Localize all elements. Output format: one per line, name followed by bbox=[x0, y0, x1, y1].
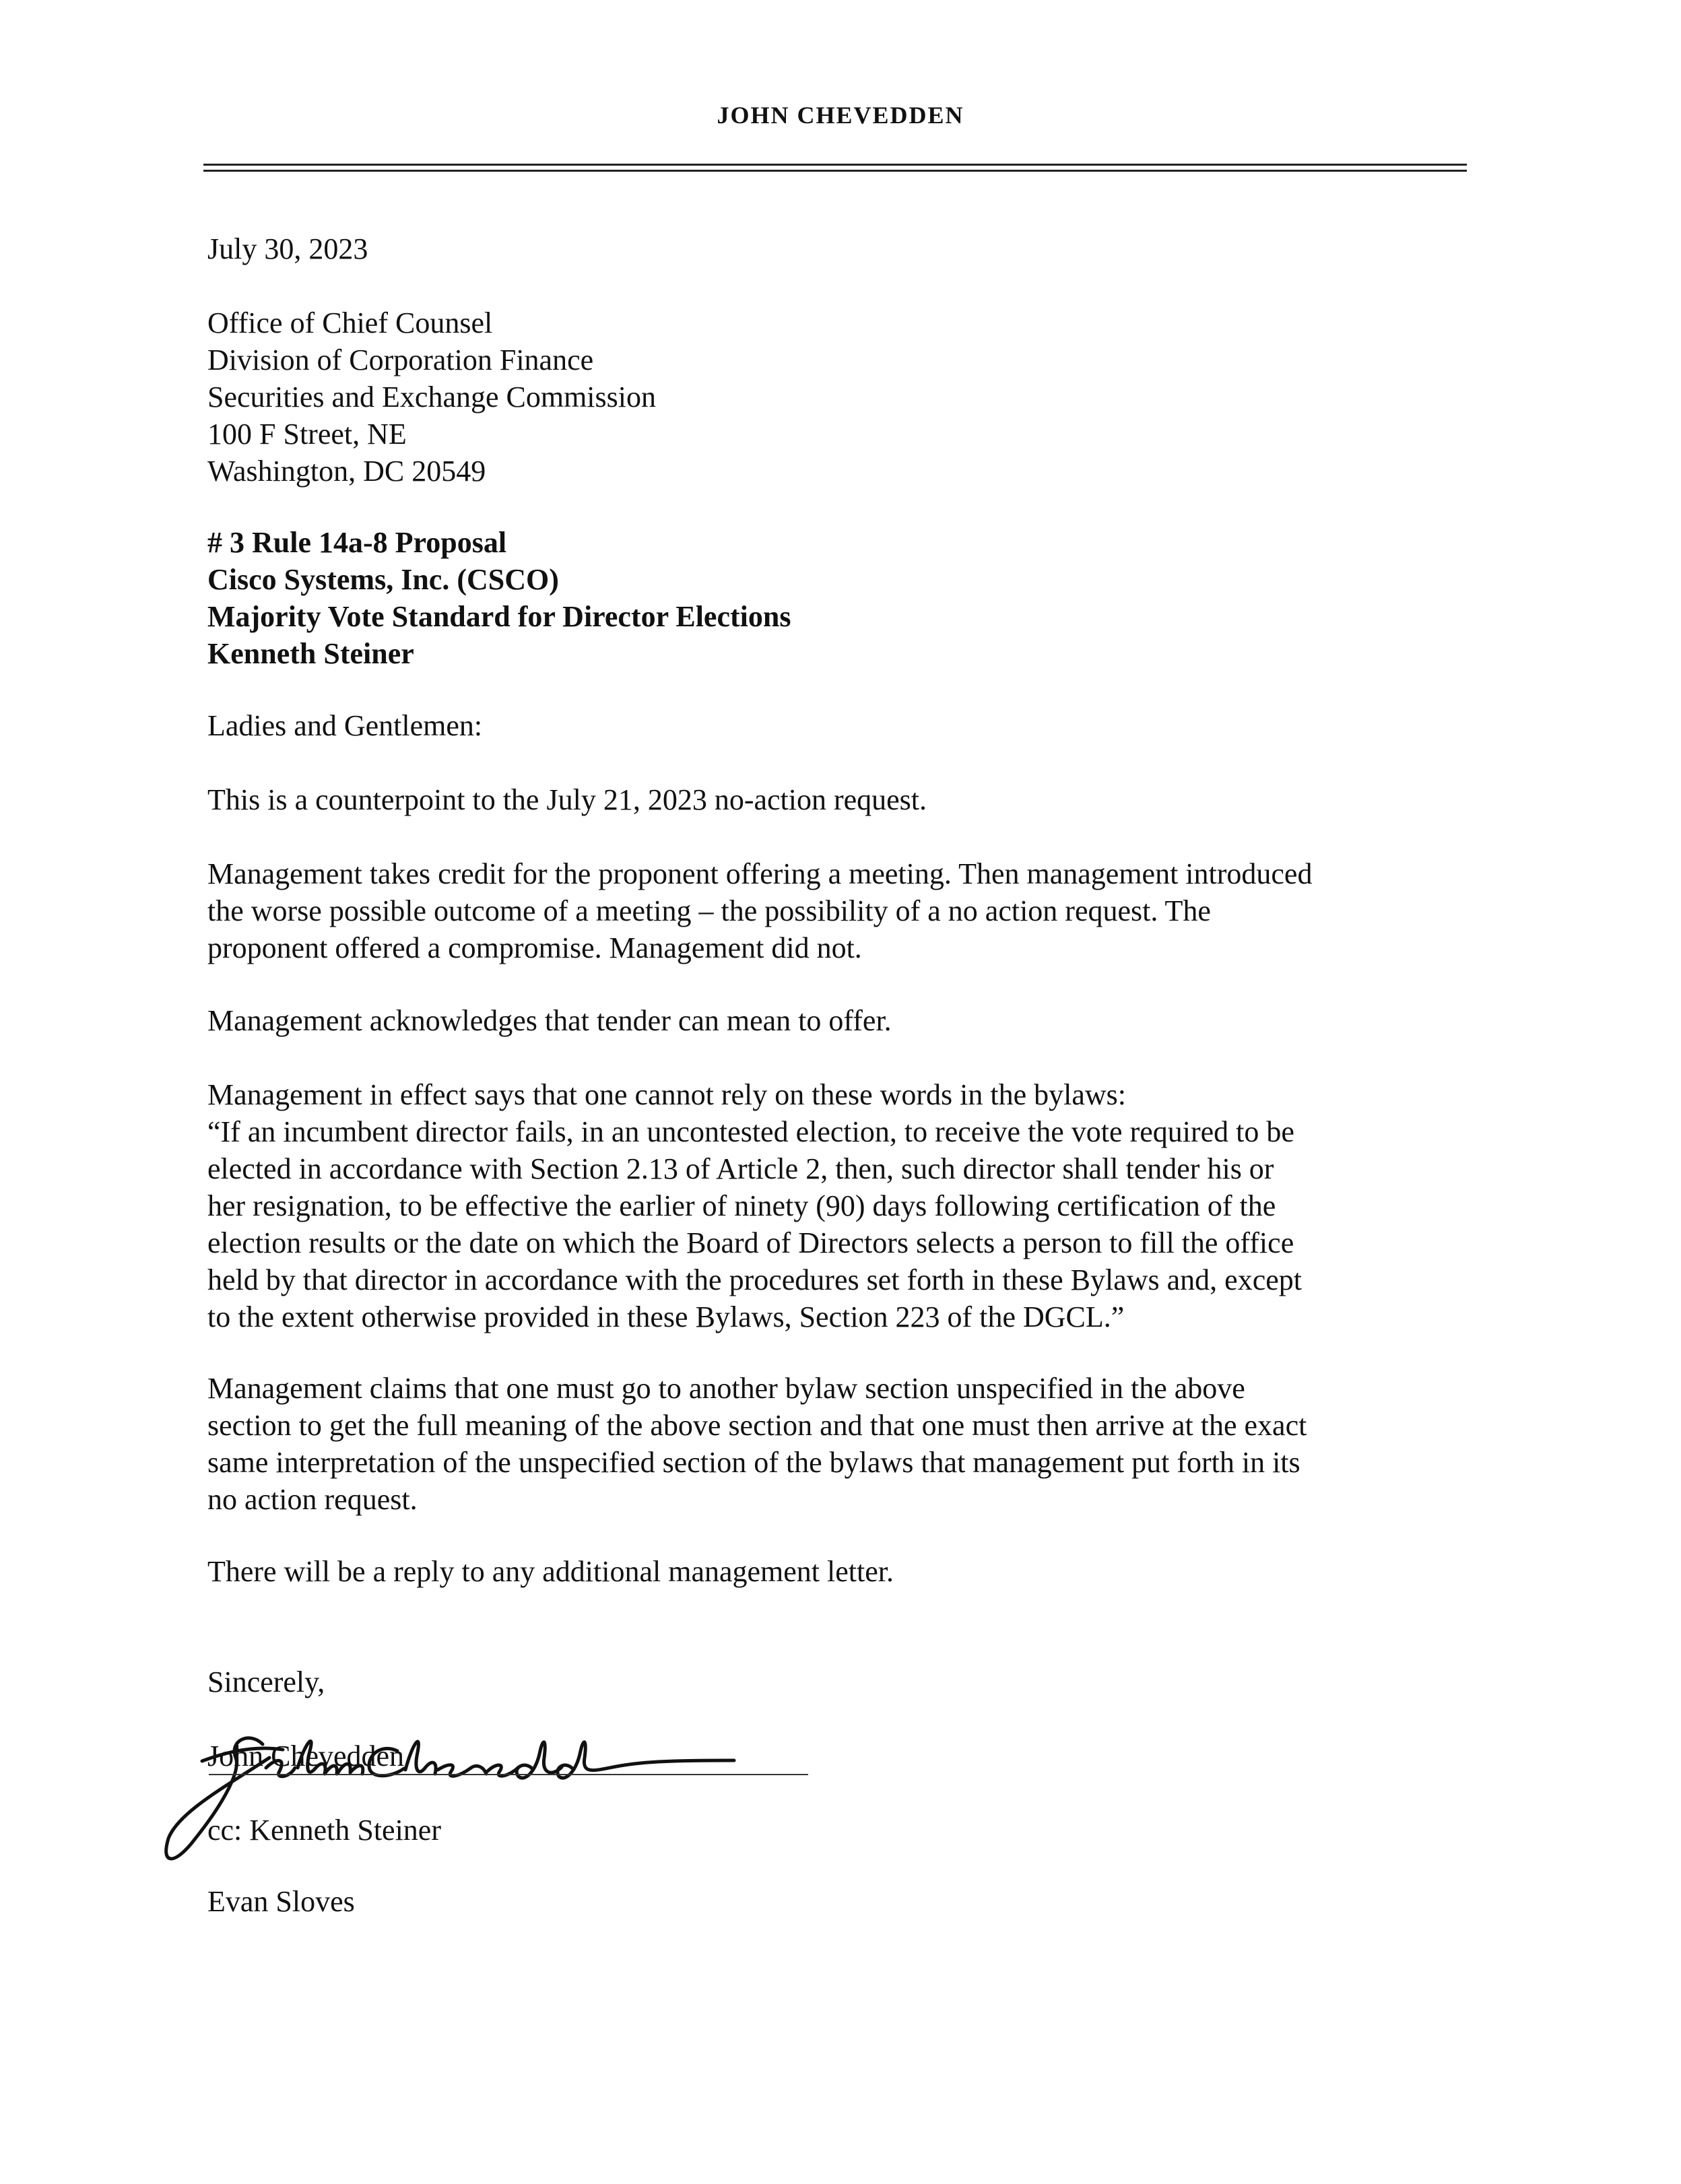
subject-block bbox=[207, 524, 791, 672]
body-line: proponent offered a compromise. Management did not. bbox=[207, 931, 862, 964]
letterhead-rule-bottom bbox=[203, 170, 1467, 172]
paragraph-2 bbox=[207, 855, 1312, 966]
paragraph-3 bbox=[207, 1002, 892, 1039]
paragraph-1 bbox=[207, 781, 927, 818]
closing: Sincerely, bbox=[207, 1665, 325, 1698]
body-line: Management claims that one must go to another bylaw section unspecified in the above bbox=[207, 1372, 1245, 1405]
body-line: Management acknowledges that tender can mean to offer. bbox=[207, 1004, 892, 1037]
body-line: Management in effect says that one cannot rely on these words in the bylaws: bbox=[207, 1078, 1127, 1111]
address-line: Division of Corporation Finance bbox=[207, 343, 594, 376]
body-line: “If an incumbent director fails, in an uncontested election, to receive the vote required to be bbox=[207, 1115, 1294, 1148]
paragraph-5 bbox=[207, 1370, 1307, 1518]
salutation: Ladies and Gentlemen: bbox=[207, 709, 483, 742]
body-line: held by that director in accordance with the procedures set forth in these Bylaws and, except bbox=[207, 1263, 1302, 1296]
address-line: 100 F Street, NE bbox=[207, 418, 407, 451]
paragraph-4 bbox=[207, 1076, 1302, 1335]
signer-name: John Chevedden bbox=[207, 1740, 405, 1773]
address-line: Office of Chief Counsel bbox=[207, 306, 493, 339]
address-line: Washington, DC 20549 bbox=[207, 455, 486, 488]
body-line: her resignation, to be effective the earlier of ninety (90) days following certification of the bbox=[207, 1189, 1276, 1222]
paragraph-6 bbox=[207, 1553, 894, 1590]
body-line: no action request. bbox=[207, 1483, 418, 1516]
subject-line: Majority Vote Standard for Director Elections bbox=[207, 600, 791, 633]
recipient-address bbox=[207, 304, 656, 490]
letterhead: JOHN CHEVEDDEN bbox=[717, 102, 964, 129]
cc-line: cc: Kenneth Steiner bbox=[207, 1814, 441, 1847]
body-line: the worse possible outcome of a meeting – the possibility of a no action request. The bbox=[207, 894, 1211, 927]
letter-date: July 30, 2023 bbox=[207, 232, 368, 265]
body-line: same interpretation of the unspecified section of the bylaws that management put forth in its bbox=[207, 1446, 1300, 1479]
body-line: This is a counterpoint to the July 21, 2023 no-action request. bbox=[207, 783, 927, 816]
address-line: Securities and Exchange Commission bbox=[207, 380, 656, 413]
subject-line: Cisco Systems, Inc. (CSCO) bbox=[207, 563, 559, 596]
body-line: to the extent otherwise provided in these Bylaws, Section 223 of the DGCL.” bbox=[207, 1300, 1125, 1333]
body-line: Management takes credit for the proponent offering a meeting. Then management introduced bbox=[207, 857, 1313, 890]
body-line: section to get the full meaning of the above section and that one must then arrive at the exact bbox=[207, 1409, 1307, 1442]
letterhead-rule-top bbox=[203, 164, 1467, 166]
handwritten-signature bbox=[155, 1704, 748, 1879]
cc-line-2: Evan Sloves bbox=[207, 1885, 355, 1918]
body-line: election results or the date on which the Board of Directors selects a person to fill the office bbox=[207, 1226, 1294, 1259]
body-line: There will be a reply to any additional management letter. bbox=[207, 1555, 894, 1588]
subject-line: Kenneth Steiner bbox=[207, 637, 414, 670]
body-line: elected in accordance with Section 2.13 of Article 2, then, such director shall tender his or bbox=[207, 1152, 1274, 1185]
subject-line: # 3 Rule 14a-8 Proposal bbox=[207, 526, 507, 559]
